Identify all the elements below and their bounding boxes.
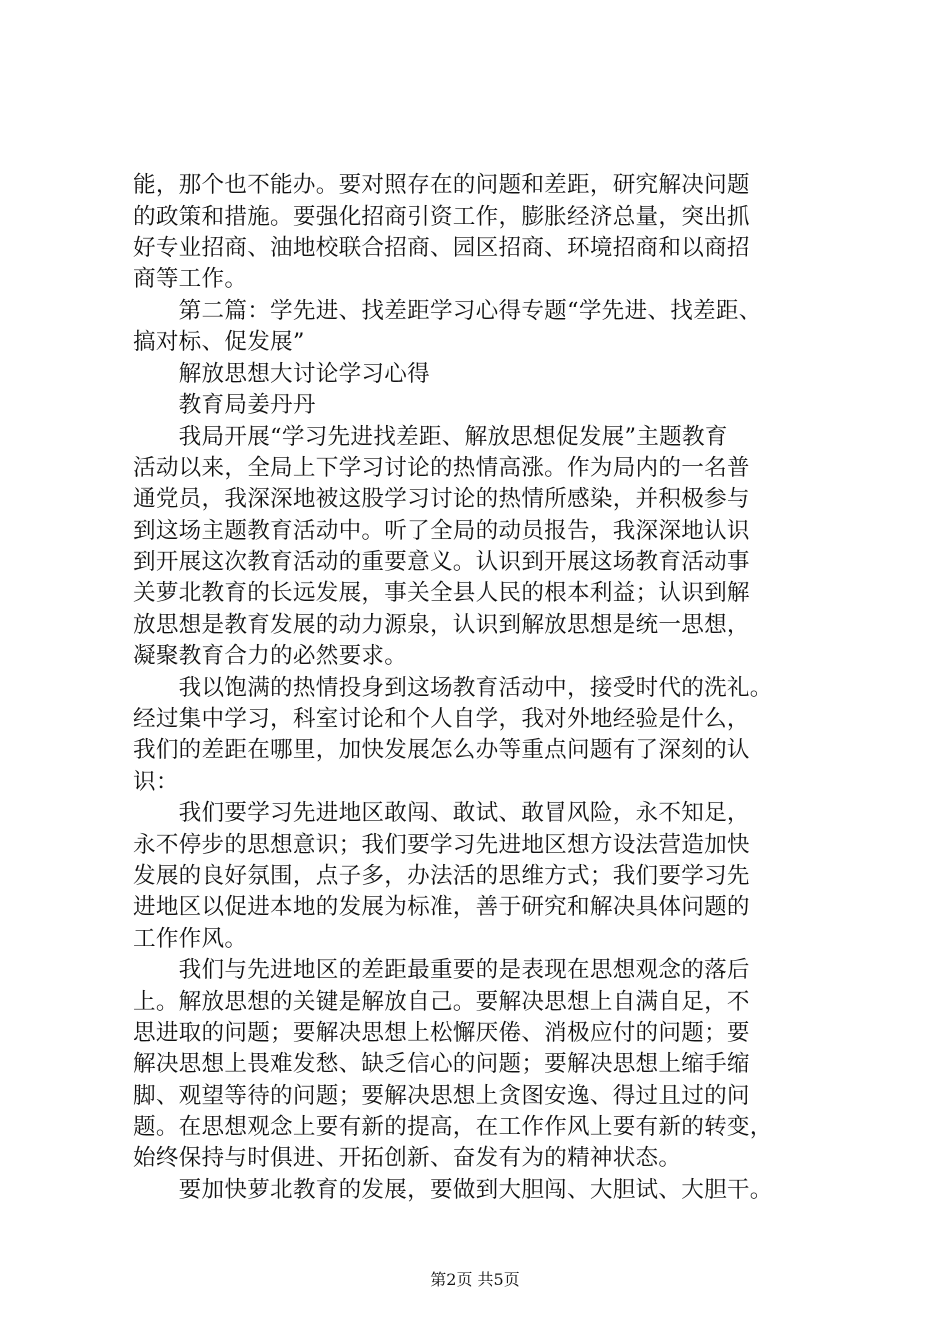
text-line: 上。解放思想的关键是解放自己。要解决思想上自满自足，不 — [133, 989, 750, 1015]
text-line: 我局开展“学习先进找差距、解放思想促发展”主题教育 — [133, 424, 728, 450]
text-line: 脚、观望等待的问题；要解决思想上贪图安逸、得过且过的问 — [133, 1083, 750, 1109]
text-line: 商等工作。 — [133, 266, 248, 292]
text-line: 通党员，我深深地被这股学习讨论的热情所感染，并积极参与 — [133, 486, 750, 512]
text-line: 发展的良好氛围，点子多，办法活的思维方式；我们要学习先 — [133, 863, 750, 889]
text-line: 进地区以促进本地的发展为标准，善于研究和解决具体问题的 — [133, 894, 750, 920]
text-line: 要加快萝北教育的发展，要做到大胆闯、大胆试、大胆干。 — [133, 1177, 773, 1203]
text-line: 识： — [133, 769, 179, 795]
text-line: 到开展这次教育活动的重要意义。认识到开展这场教育活动事 — [133, 549, 750, 575]
text-line: 工作作风。 — [133, 926, 248, 952]
text-line: 凝聚教育合力的必然要求。 — [133, 643, 408, 669]
text-line: 能，那个也不能办。要对照存在的问题和差距，研究解决问题 — [133, 172, 750, 198]
text-line: 题。在思想观念上要有新的提高，在工作作风上要有新的转变， — [133, 1114, 773, 1140]
section-heading: 解放思想大讨论学习心得 — [133, 361, 430, 387]
text-line: 始终保持与时俱进、开拓创新、奋发有为的精神状态。 — [133, 1145, 682, 1171]
author-line: 教育局姜丹丹 — [133, 392, 316, 418]
text-line: 解决思想上畏难发愁、缺乏信心的问题；要解决思想上缩手缩 — [133, 1051, 750, 1077]
text-line: 第二篇：学先进、找差距学习心得专题“学先进、找差距、 — [133, 298, 762, 324]
text-line: 的政策和措施。要强化招商引资工作，膨胀经济总量，突出抓 — [133, 204, 750, 230]
text-line: 经过集中学习，科室讨论和个人自学，我对外地经验是什么， — [133, 706, 750, 732]
text-line: 搞对标、促发展” — [133, 329, 305, 355]
text-line: 到这场主题教育活动中。听了全局的动员报告，我深深地认识 — [133, 518, 750, 544]
text-line: 我以饱满的热情投身到这场教育活动中，接受时代的洗礼。 — [133, 675, 773, 701]
text-line: 好专业招商、油地校联合招商、园区招商、环境招商和以商招 — [133, 235, 750, 261]
text-line: 关萝北教育的长远发展，事关全县人民的根本利益；认识到解 — [133, 580, 750, 606]
text-line: 永不停步的思想意识；我们要学习先进地区想方设法营造加快 — [133, 832, 750, 858]
text-line: 我们要学习先进地区敢闯、敢试、敢冒风险，永不知足， — [133, 800, 750, 826]
text-line: 思进取的问题；要解决思想上松懈厌倦、消极应付的问题；要 — [133, 1020, 750, 1046]
text-line: 活动以来，全局上下学习讨论的热情高涨。作为局内的一名普 — [133, 455, 750, 481]
text-line: 我们与先进地区的差距最重要的是表现在思想观念的落后 — [133, 957, 750, 983]
text-line: 放思想是教育发展的动力源泉，认识到解放思想是统一思想， — [133, 612, 750, 638]
page-footer: 第2页 共5页 — [430, 1270, 520, 1289]
text-line: 我们的差距在哪里，加快发展怎么办等重点问题有了深刻的认 — [133, 737, 750, 763]
